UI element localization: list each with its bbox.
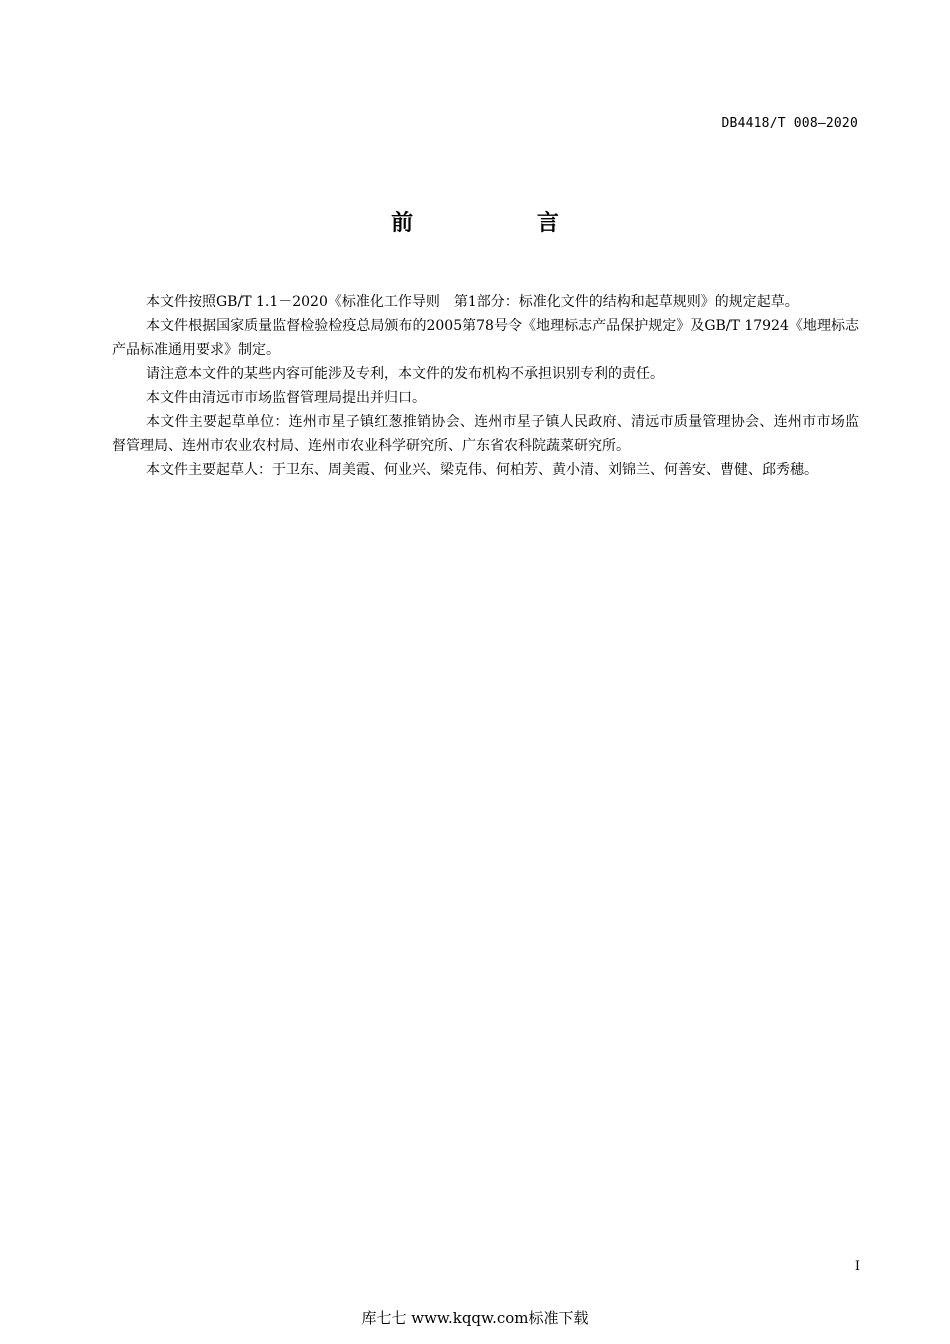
foreword-body xyxy=(112,290,859,482)
footer-watermark: 库七七 www.kqqw.com标准下载 xyxy=(361,1309,589,1327)
page-title: 前 言 xyxy=(391,211,617,236)
paragraph-legal-basis: 本文件根据国家质量监督检验检疫总局颁布的2005第78号令《地理标志产品保护规定》及GB/T 17924《地理标志产品标准通用要求》制定。 xyxy=(112,318,859,358)
page-number: I xyxy=(854,1259,860,1274)
paragraph-drafting-rules: 本文件按照GB/T 1.1－2020《标准化工作导则 第1部分：标准化文件的结构和起草规则》的规定起草。 xyxy=(146,294,799,310)
paragraph-drafters: 本文件主要起草人：于卫东、周美霞、何业兴、梁克伟、何柏芳、黄小清、刘锦兰、何善安、曹健、邱秀穗。 xyxy=(146,462,818,478)
paragraph-patent-notice: 请注意本文件的某些内容可能涉及专利，本文件的发布机构不承担识别专利的责任。 xyxy=(146,366,664,382)
document-code: DB4418/T 008—2020 xyxy=(721,116,858,131)
paragraph-drafting-units: 本文件主要起草单位：连州市星子镇红葱推销协会、连州市星子镇人民政府、清远市质量管理协会、连州市市场监督管理局、连州市农业农村局、连州市农业科学研究所、广东省农科院蔬菜研究所。 xyxy=(112,414,859,454)
paragraph-proposer: 本文件由清远市市场监督管理局提出并归口。 xyxy=(146,390,426,406)
